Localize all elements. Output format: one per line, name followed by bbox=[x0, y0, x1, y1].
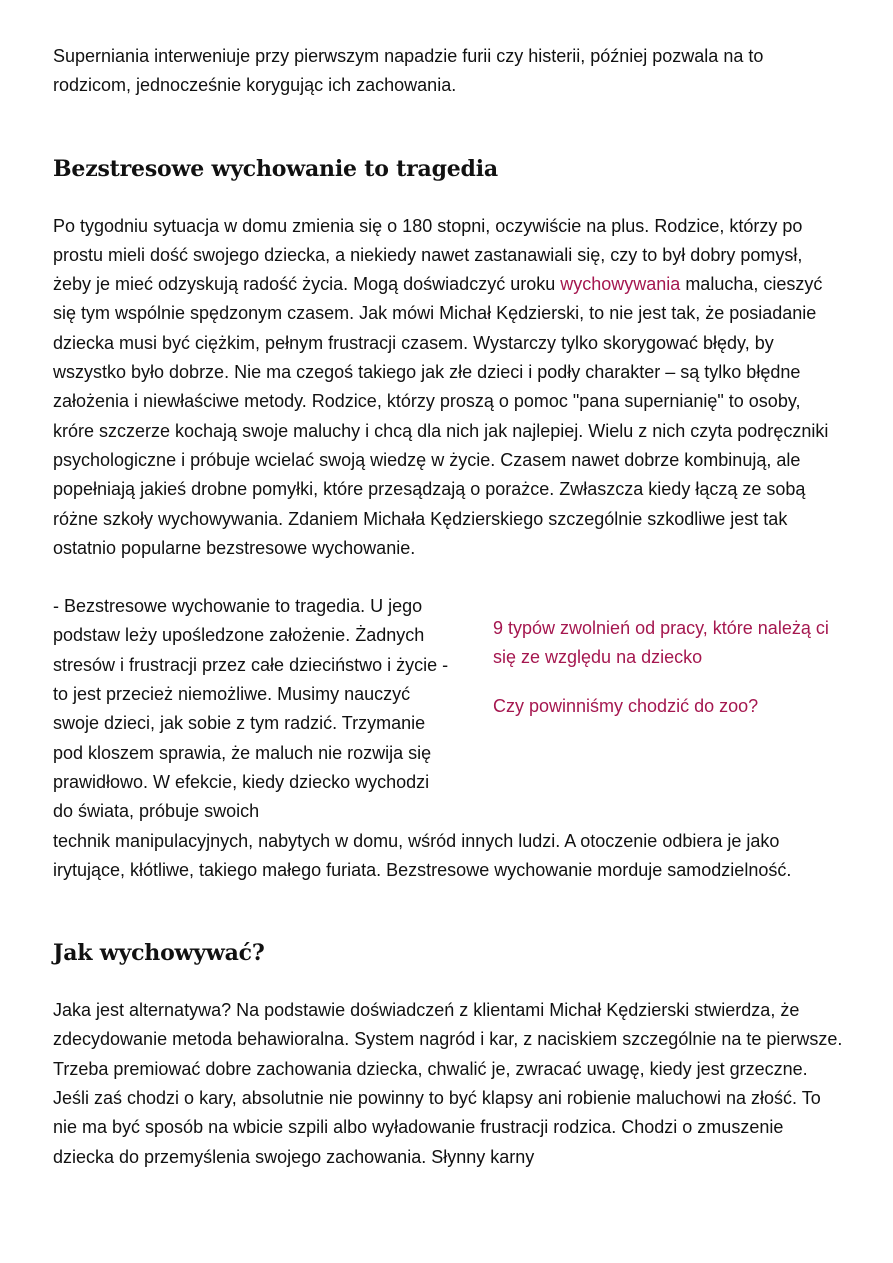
section2-paragraph: Jaka jest alternatywa? Na podstawie doświadczeń z klientami Michał Kędzierski stwierdza, że zdecydowanie metoda behawioralna. System nagród i kar, z naciskiem szczególnie na te pierwsze. Trzeba premiować dobre zachowania dziecka, chwalić je, zwracać uwagę, kiedy jest grzeczne. Jeśli zaś chodzi o kary, absolutnie nie powinny to być klapsy ani robienie maluchowi na złość. To nie ma być sposób na wbicie szpili albo wyładowanie frustracji rodzica. Chodzi o zmuszenie dziecka do przemyślenia swojego zachowania. Słynny karny bbox=[53, 1000, 843, 1167]
related-link-zwolnienia[interactable]: 9 typów zwolnień od pracy, które należą ci się ze względu na dziecko bbox=[493, 618, 829, 668]
article-body bbox=[53, 42, 845, 1172]
section1-text-after-link: malucha, cieszyć się tym wspólnie spędzonym czasem. Jak mówi Michał Kędzierski, to nie jest tak, że posiadanie dziecka musi być ciężkim, pełnym frustracji czasem. Wystarczy tylko skorygować błędy, by wszystko było dobrze. Nie ma czegoś takiego jak złe dzieci i podły charakter – są tylko błędne założenia i niewłaściwe metody. Rodzice, którzy proszą o pomoc "pana supernianię" to osoby, króre szczerze kochają swoje maluchy i chcą dla nich jak najlepiej. Wielu z nich czyta podręczniki psychologiczne i próbuje wcielać swoją wiedzę w życie. Czasem nawet dobrze kombinują, ale popełniają jakieś drobne pomyłki, które przesądzają o porażce. Zwłaszcza kiedy łączą ze sobą różne szkoły wychowywania. Zdaniem Michała Kędzierskiego szczególnie szkodliwe jest tak ostatnio popularne bezstresowe wychowanie. bbox=[53, 274, 829, 558]
section-heading-bezstresowe: Bezstresowe wychowanie to tragedia bbox=[53, 155, 498, 182]
quote-with-related bbox=[53, 592, 845, 885]
section1-text-before-link: Po tygodniu sytuacja w domu zmienia się o 180 stopni, oczywiście na plus. Rodzice, którzy po prostu mieli dość swojego dziecka, a niekiedy nawet zastanawiali się, czy to był dobry pomysł, żeby je mieć odzyskują radość życia. Mogą doświadczyć uroku bbox=[53, 215, 803, 295]
wychowywania-link[interactable]: wychowywania bbox=[560, 274, 681, 295]
intro-paragraph: Superniania interweniuje przy pierwszym napadzie furii czy histerii, później pozwala na to rodzicom, jednocześnie korygując ich zachowania. bbox=[53, 46, 764, 96]
quote-paragraph-part1: - Bezstresowe wychowanie to tragedia. U jego podstaw leży upośledzone założenie. Żadnych stresów i frustracji przez całe dzieciństwo i życie - to jest przecież niemożliwe. Musimy nauczyć swoje dzieci, jak sobie z tym radzić. Trzymanie pod kloszem sprawia, że maluch nie rozwija się prawidłowo. W efekcie, kiedy dziecko wychodzi do świata, próbuje swoich bbox=[53, 596, 449, 822]
quote-paragraph-part2: technik manipulacyjnych, nabytych w domu, wśród innych ludzi. A otoczenie odbiera je jako irytujące, kłótliwe, takiego małego furiata. Bezstresowe wychowanie morduje samodzielność. bbox=[53, 830, 792, 880]
related-articles bbox=[493, 614, 833, 721]
section1-paragraph bbox=[53, 212, 845, 564]
related-link-zoo[interactable]: Czy powinniśmy chodzić do zoo? bbox=[493, 695, 759, 716]
section-heading-jak-wychowywac: Jak wychowywać? bbox=[53, 940, 265, 967]
